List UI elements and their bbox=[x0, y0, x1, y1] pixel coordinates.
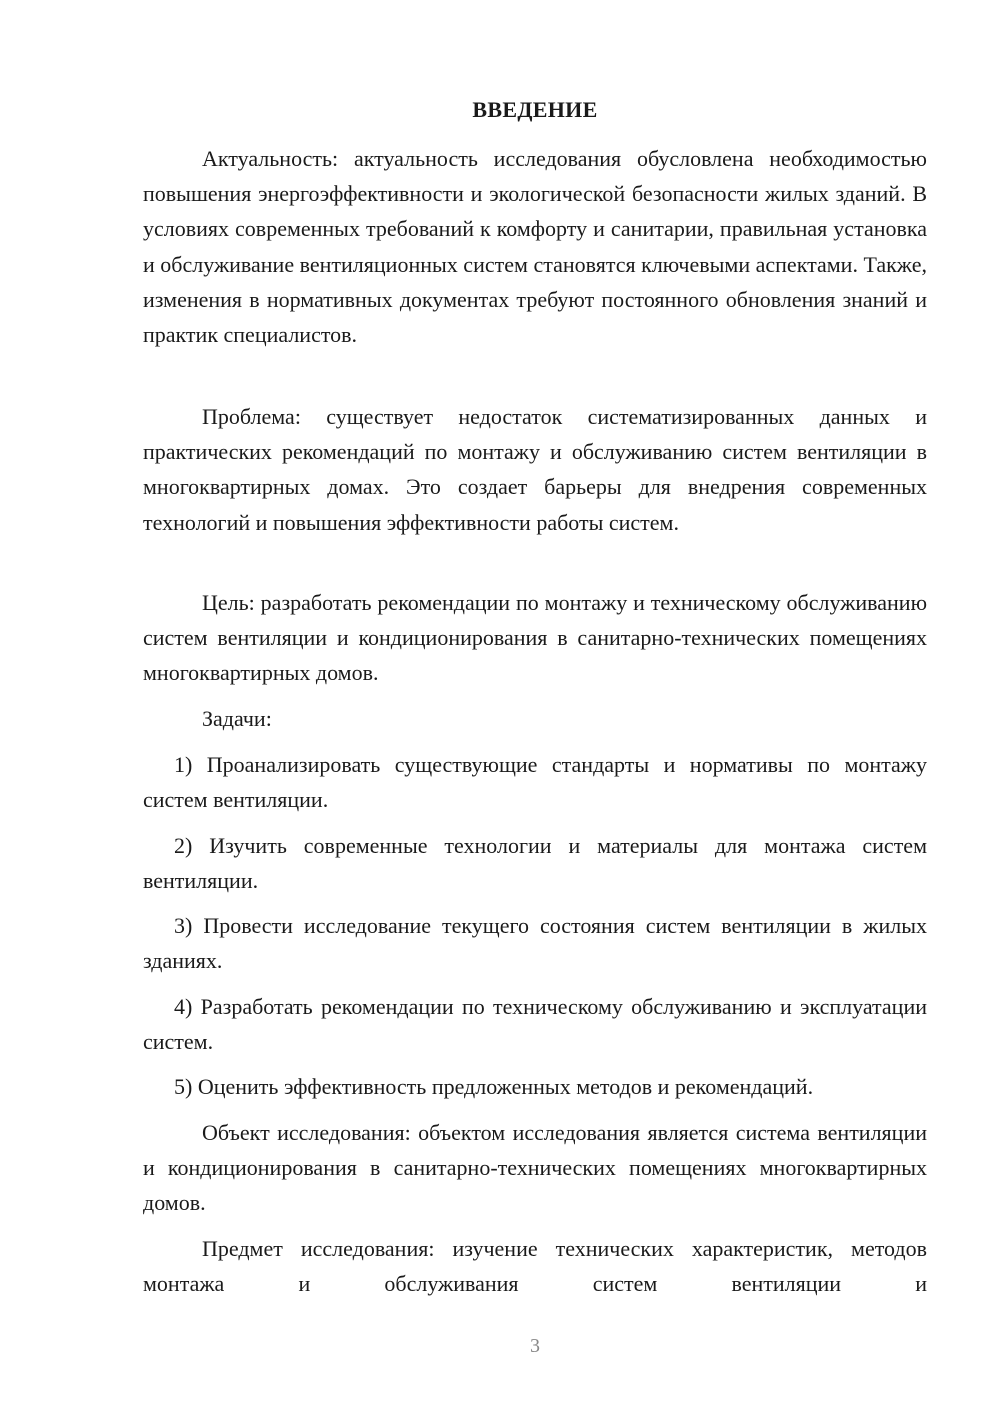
task-item-3: 3) Провести исследование текущего состояния систем вентиляции в жилых зданиях. bbox=[143, 913, 927, 974]
page-number: 3 bbox=[530, 1335, 540, 1357]
paragraph-goal: Цель: разработать рекомендации по монтажу и техническому обслуживанию систем вентиляции и кондиционирования в санитарно-технических помещениях многоквартирных домов. bbox=[143, 590, 927, 686]
section-title: ВВЕДЕНИЕ bbox=[472, 97, 598, 122]
paragraph-relevance: Актуальность: актуальность исследования обусловлена необходимостью повышения энергоэффективности и экологической безопасности жилых зданий. В условиях современных требований к комфорту и санитарии, правильная установка и обслуживание вентиляционных систем становятся ключевыми аспектами. Также, изменения в нормативных документах требуют постоянного обновления знаний и практик специалистов. bbox=[143, 146, 927, 348]
task-item-2: 2) Изучить современные технологии и материалы для монтажа систем вентиляции. bbox=[143, 833, 927, 894]
task-item-5: 5) Оценить эффективность предложенных методов и рекомендаций. bbox=[174, 1074, 814, 1099]
task-item-1: 1) Проанализировать существующие стандарты и нормативы по монтажу систем вентиляции. bbox=[143, 752, 927, 813]
paragraph-object: Объект исследования: объектом исследования является система вентиляции и кондиционирования в санитарно-технических помещениях многоквартирных домов. bbox=[143, 1120, 927, 1216]
task-item-4: 4) Разработать рекомендации по техническому обслуживанию и эксплуатации систем. bbox=[143, 994, 927, 1055]
paragraph-subject: Предмет исследования: изучение технических характеристик, методов монтажа и обслуживания систем вентиляции и bbox=[143, 1236, 927, 1297]
tasks-heading: Задачи: bbox=[202, 706, 272, 731]
paragraph-problem: Проблема: существует недостаток систематизированных данных и практических рекомендаций по монтажу и обслуживанию систем вентиляции в многоквартирных домах. Это создает барьеры для внедрения современных технологий и повышения эффективности работы систем. bbox=[143, 404, 927, 535]
